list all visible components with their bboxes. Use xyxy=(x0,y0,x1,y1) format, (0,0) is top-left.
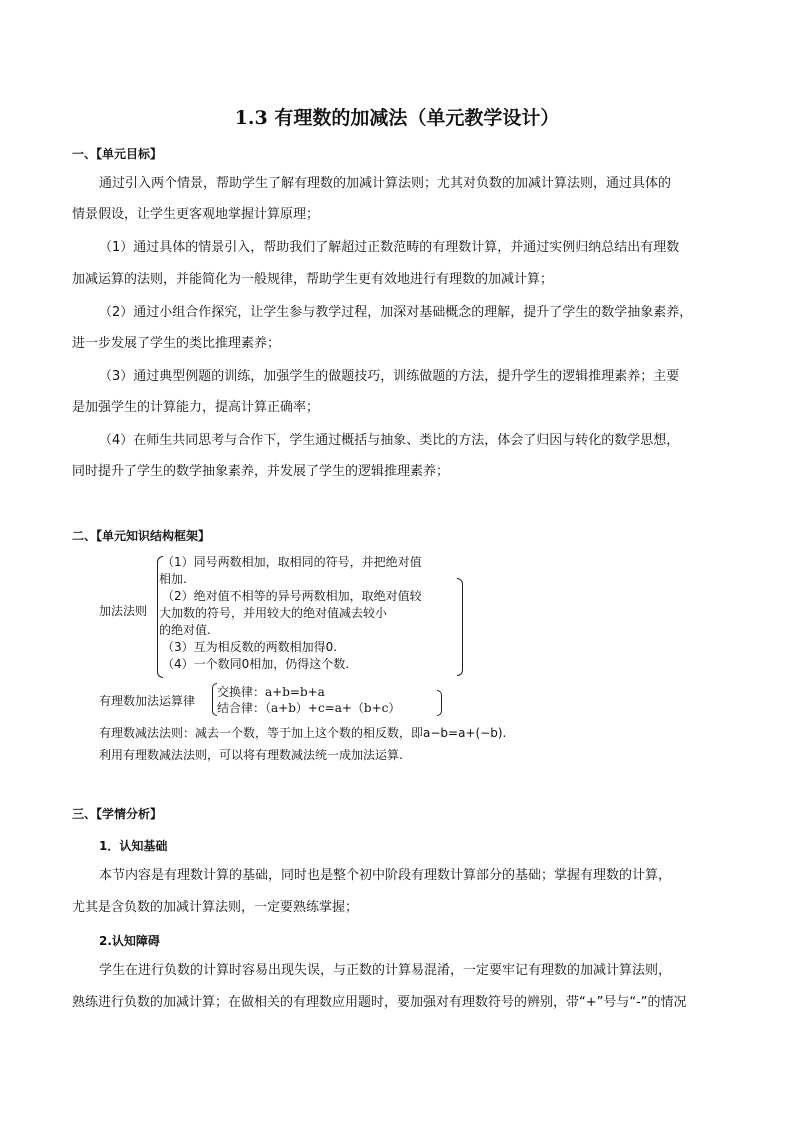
add-rule-line: 大加数的符号，并用较大的绝对值减去较小 xyxy=(159,606,388,620)
section-heading-analysis: 三、【学情分析】 xyxy=(72,807,163,821)
add-rule-line: （2）绝对值不相等的异号两数相加，取绝对值较 xyxy=(162,589,422,603)
paragraph-line: （3）通过典型例题的训练，加强学生的做题技巧，训练做题的方法，提升学生的逻辑推理素养；主要 xyxy=(99,369,680,384)
add-rule-line: 的绝对值. xyxy=(159,623,211,637)
add-rules-label: 加法法则 xyxy=(99,604,148,618)
paragraph-line: 熟练进行负数的加减计算；在做相关的有理数应用题时，要加强对有理数符号的辨别，带“+”号与“-”的情况 xyxy=(72,995,687,1010)
paragraph-line: 加减运算的法则，并能简化为一般规律，帮助学生更有效地进行有理数的加减计算； xyxy=(72,272,554,287)
laws-right-bracket xyxy=(437,690,442,716)
paragraph-line: 进一步发展了学生的类比推理素养； xyxy=(72,336,281,351)
paragraph-line: 情景假设，让学生更客观地掌握计算原理； xyxy=(72,207,320,222)
right-bracket xyxy=(457,578,463,676)
subtraction-rule: 有理数减法法则：减去一个数，等于加上这个数的相反数，即a−b=a+(−b). xyxy=(99,726,507,740)
page-title: 1.3 有理数的加减法（单元教学设计） xyxy=(234,107,560,129)
unify-note: 利用有理数减法法则，可以将有理数减法统一成加法运算. xyxy=(99,748,403,762)
subheading-cognitive-basis: 1．认知基础 xyxy=(99,839,168,853)
paragraph-line: （1）通过具体的情景引入，帮助我们了解超过正数范畴的有理数计算，并通过实例归纳总结出有理数 xyxy=(99,240,680,255)
paragraph-line: （4）在师生共同思考与合作下，学生通过概括与抽象、类比的方法，体会了归因与转化的数学思想， xyxy=(99,433,680,448)
paragraph-line: 同时提升了学生的数学抽象素养，并发展了学生的逻辑推理素养； xyxy=(72,464,450,479)
commutative-law: 交换律：a+b=b+a xyxy=(217,685,325,699)
add-rule-line: 相加. xyxy=(159,572,187,586)
paragraph-line: 是加强学生的计算能力，提高计算正确率； xyxy=(72,400,320,415)
add-rule-line: （4）一个数同0相加，仍得这个数. xyxy=(162,657,350,671)
section-heading-goals: 一、【单元目标】 xyxy=(72,147,163,161)
section-heading-framework: 二、【单元知识结构框架】 xyxy=(72,529,211,543)
paragraph-line: 尤其是含负数的加减计算法则，一定要熟练掌握； xyxy=(72,900,359,915)
add-rule-line: （3）互为相反数的两数相加得0. xyxy=(162,640,338,654)
paragraph-line: （2）通过小组合作探究，让学生参与教学过程，加深对基础概念的理解，提升了学生的数学抽象素养， xyxy=(99,305,693,320)
paragraph-line: 本节内容是有理数计算的基础，同时也是整个初中阶段有理数计算部分的基础；掌握有理数的计算， xyxy=(99,868,672,883)
associative-law: 结合律：（a+b）+c=a+（b+c） xyxy=(217,701,401,715)
subheading-cognitive-obstacles: 2.认知障碍 xyxy=(99,934,160,948)
paragraph-line: 学生在进行负数的计算时容易出现失误，与正数的计算易混淆，一定要牢记有理数的加减计算法则， xyxy=(99,963,672,978)
add-rule-line: （1）同号两数相加，取相同的符号，并把绝对值 xyxy=(162,555,422,569)
paragraph-line: 通过引入两个情景，帮助学生了解有理数的加减计算法则；尤其对负数的加减计算法则，通过具体的 xyxy=(99,176,672,191)
addition-laws-label: 有理数加法运算律 xyxy=(99,694,196,708)
